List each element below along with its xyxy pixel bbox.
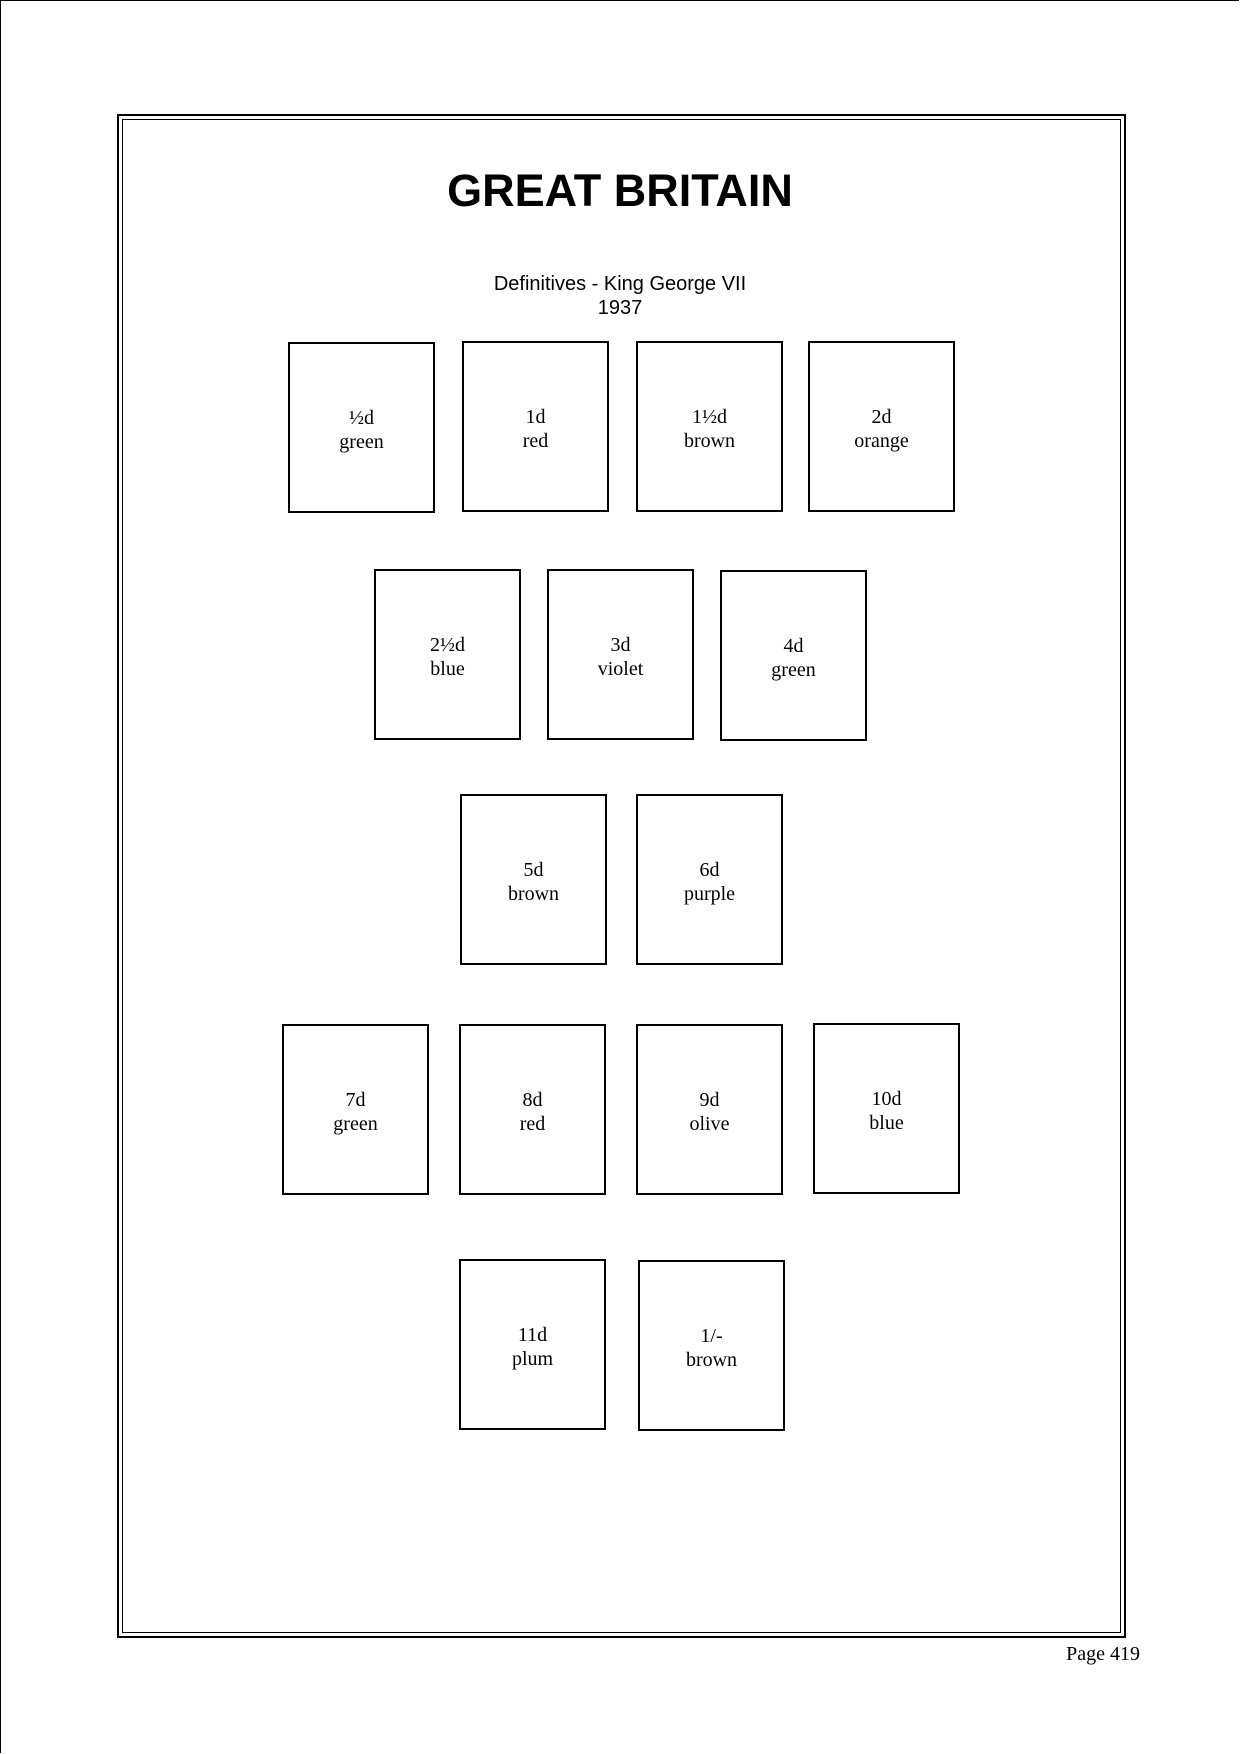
stamp-denomination: 2d — [871, 406, 892, 428]
stamp-box[interactable] — [460, 794, 607, 965]
section-year: 1937 — [597, 297, 643, 319]
stamp-denomination: 3d — [610, 634, 631, 656]
stamp-colour: green — [333, 1113, 378, 1135]
stamp-denomination: 1½d — [692, 406, 727, 428]
stamp-denomination: 11d — [517, 1324, 548, 1346]
stamp-box[interactable] — [547, 569, 694, 740]
stamp-box[interactable] — [636, 341, 783, 512]
stamp-box[interactable] — [636, 794, 783, 965]
section-subtitle: Definitives - King George VII — [493, 273, 747, 295]
stamp-colour: blue — [430, 658, 465, 680]
stamp-denomination: ½d — [349, 407, 374, 429]
stamp-box[interactable] — [288, 342, 435, 513]
stamp-box[interactable] — [282, 1024, 429, 1195]
stamp-colour: red — [522, 430, 549, 452]
stamp-colour: brown — [685, 1349, 738, 1371]
page-border-inner — [122, 119, 1121, 1633]
stamp-box[interactable] — [374, 569, 521, 740]
stamp-denomination: 2½d — [430, 634, 465, 656]
stamp-denomination: 4d — [783, 635, 804, 657]
stamp-colour: green — [339, 431, 384, 453]
stamp-denomination: 10d — [871, 1088, 902, 1110]
stamp-denomination: 7d — [345, 1089, 366, 1111]
stamp-colour: blue — [869, 1112, 904, 1134]
stamp-box[interactable] — [813, 1023, 960, 1194]
stamp-denomination: 5d — [523, 859, 544, 881]
page-title: GREAT BRITAIN — [447, 165, 793, 216]
stamp-denomination: 8d — [522, 1089, 543, 1111]
stamp-box[interactable] — [459, 1259, 606, 1430]
stamp-box[interactable] — [459, 1024, 606, 1195]
stamp-box[interactable] — [720, 570, 867, 741]
stamp-colour: violet — [597, 658, 644, 680]
page-number: Page 419 — [1066, 1643, 1140, 1665]
stamp-colour: red — [519, 1113, 546, 1135]
stamp-colour: plum — [511, 1348, 554, 1370]
stamp-box[interactable] — [636, 1024, 783, 1195]
stamp-denomination: 9d — [699, 1089, 720, 1111]
stamp-denomination: 1/- — [700, 1325, 723, 1347]
stamp-colour: brown — [683, 430, 736, 452]
stamp-colour: orange — [854, 430, 909, 452]
stamp-colour: purple — [683, 883, 736, 905]
stamp-colour: green — [771, 659, 816, 681]
stamp-colour: brown — [507, 883, 560, 905]
stamp-denomination: 6d — [699, 859, 720, 881]
stamp-box[interactable] — [462, 341, 609, 512]
stamp-box[interactable] — [638, 1260, 785, 1431]
stamp-denomination: 1d — [525, 406, 546, 428]
stamp-colour: olive — [689, 1113, 730, 1135]
stamp-box[interactable] — [808, 341, 955, 512]
